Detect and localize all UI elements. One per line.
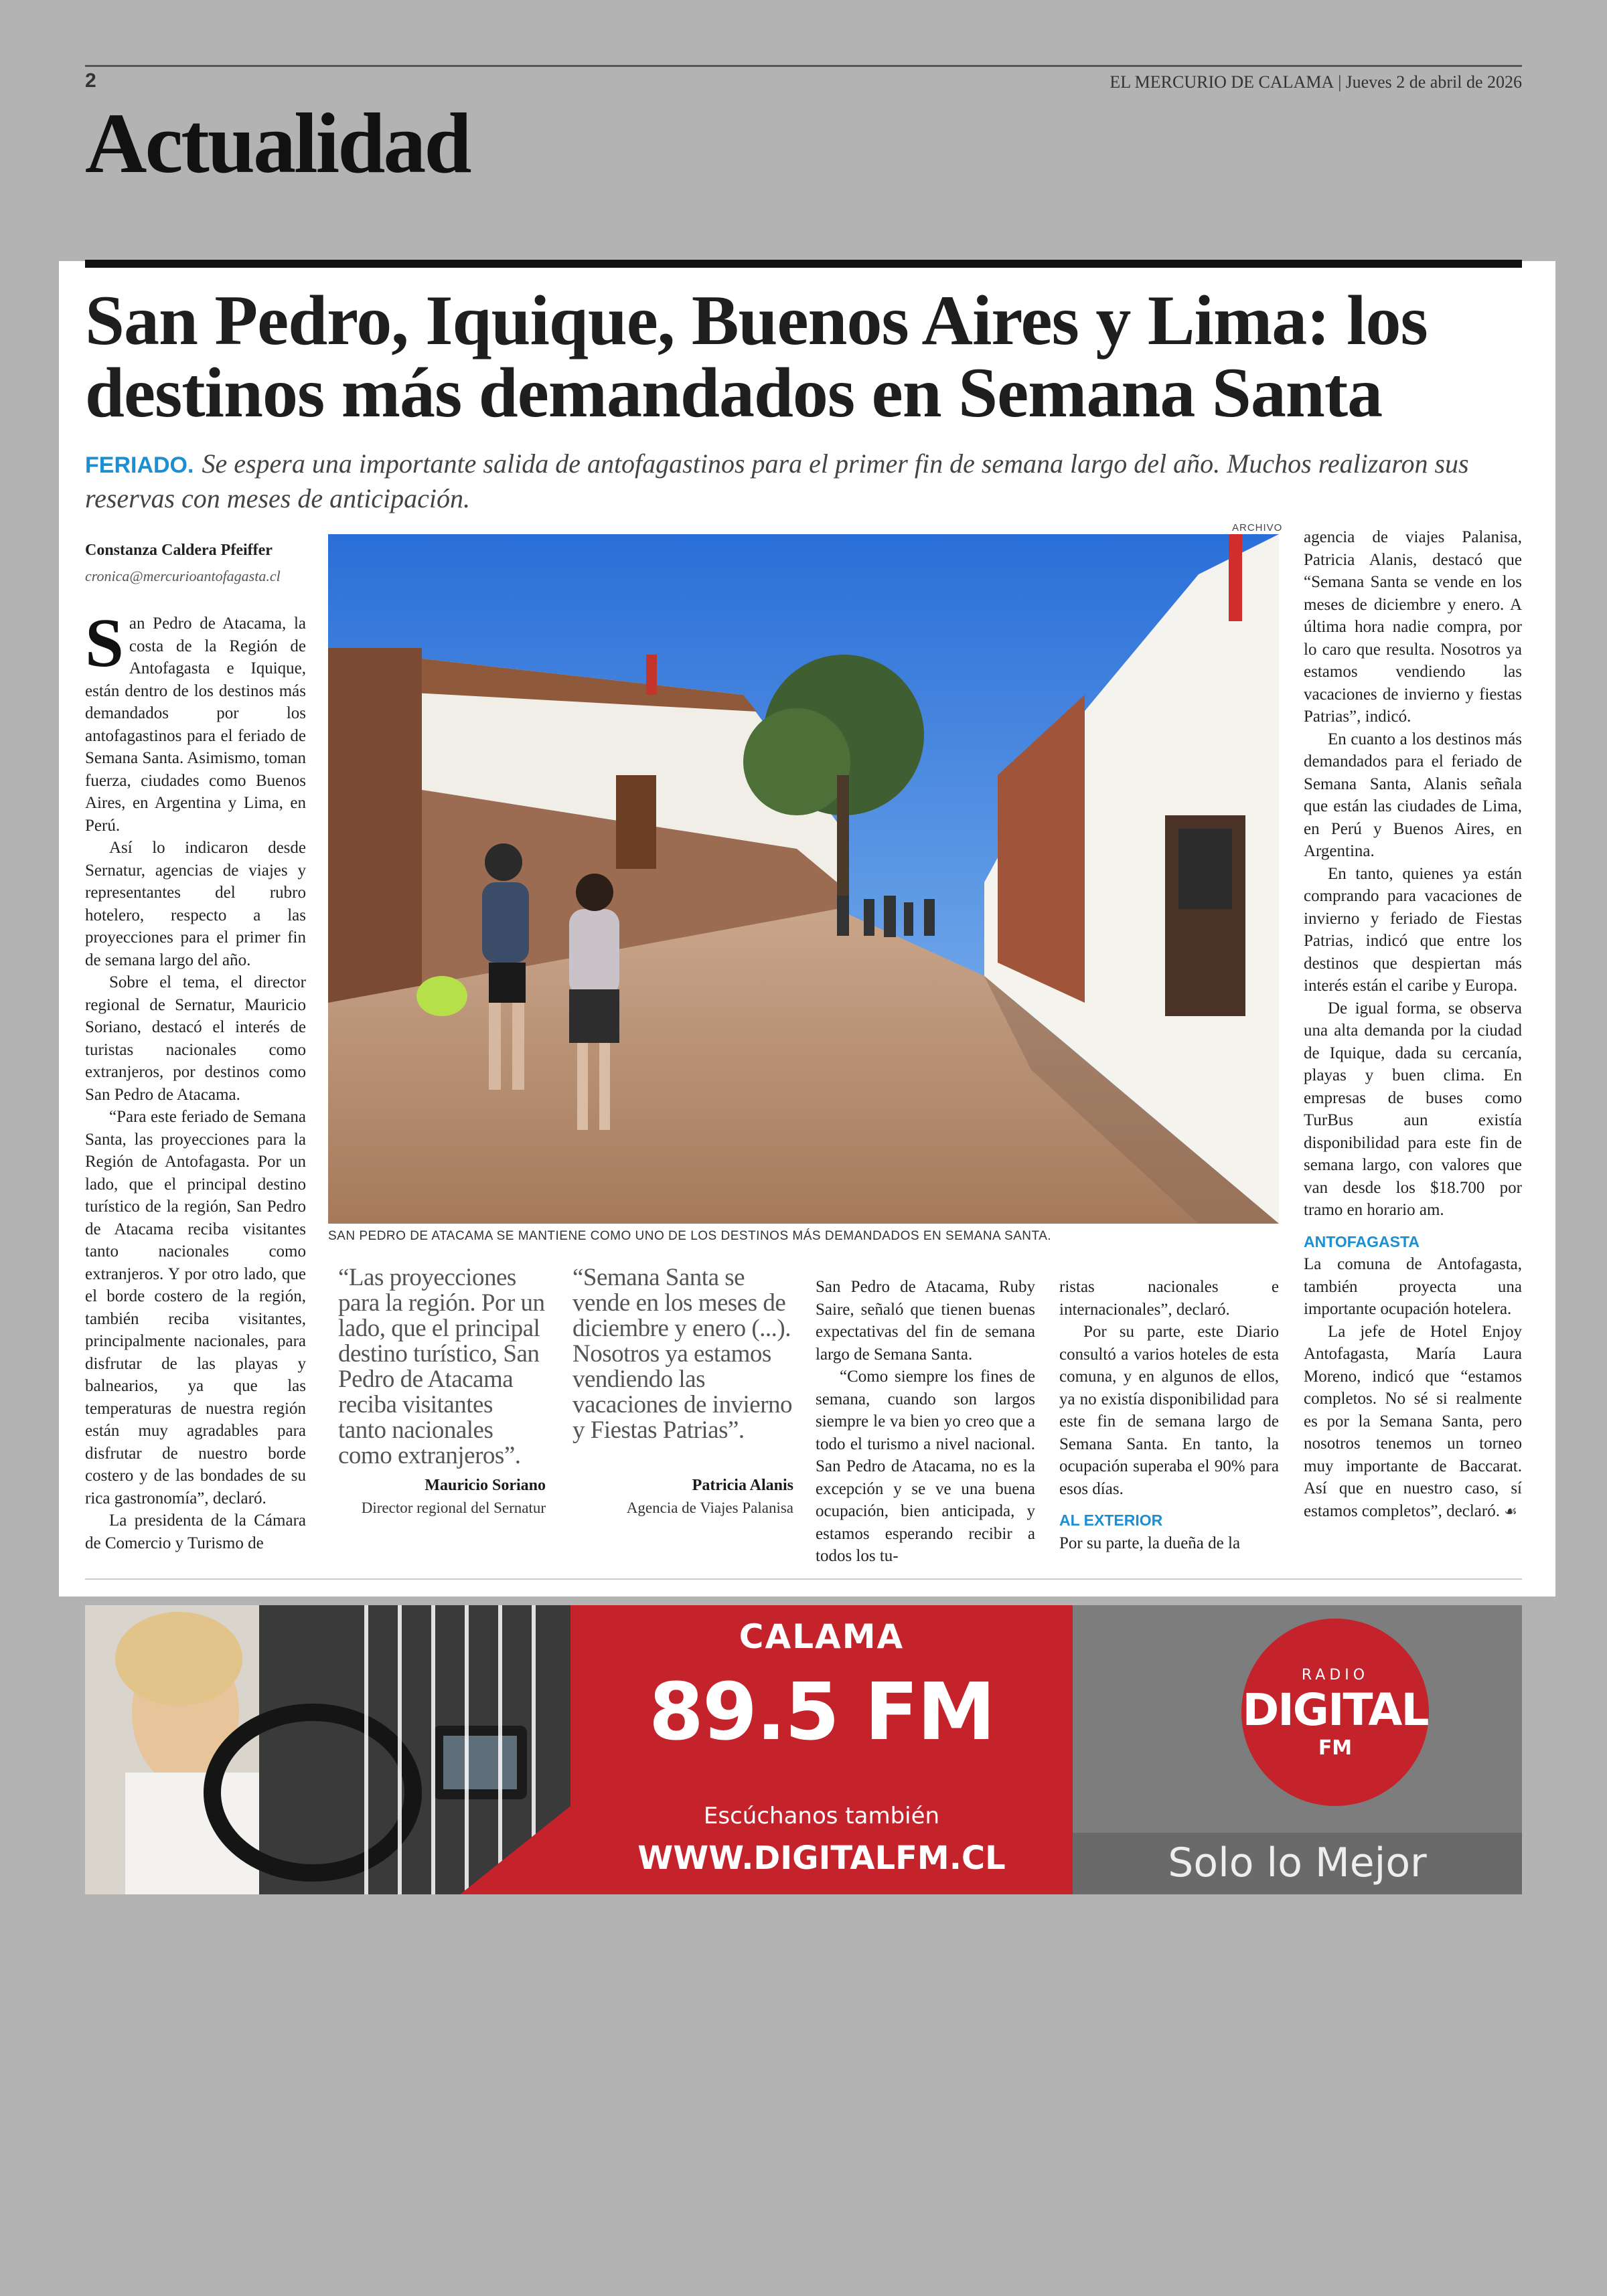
article-column-4	[816, 1276, 1035, 1568]
end-mark-icon: ☙	[1504, 1502, 1517, 1520]
street-scene-image	[328, 534, 1279, 1224]
ad-photo-driver	[85, 1605, 570, 1894]
paragraph: Por su parte, la dueña de la	[1059, 1534, 1241, 1552]
ad-logo-panel	[1073, 1605, 1522, 1894]
quote-role-1: Director regional del Sernatur	[361, 1499, 546, 1516]
logo-fm: FM	[1318, 1736, 1353, 1760]
paragraph: En tanto, quienes ya están comprando para vacaciones de invierno y feriado de Fiestas Patrias, indicó que entre los destinos que despiertan más interés están el caribe y Europa.	[1304, 864, 1522, 995]
author-name: Constanza Caldera Pfeiffer	[85, 542, 273, 559]
photo-caption: SAN PEDRO DE ATACAMA SE MANTIENE COMO UNO DE LOS DESTINOS MÁS DEMANDADOS EN SEMANA SANTA.	[328, 1229, 1052, 1243]
quote-role-2: Agencia de Viajes Palanisa	[626, 1499, 793, 1516]
article-column-5	[1059, 1276, 1279, 1554]
article-top-rule	[85, 260, 1522, 268]
paragraph: De igual forma, se observa una alta demanda por la ciudad de Iquique, dada su cercanía, playas y buen clima. En empresas de buses como TurBus aun existía disponibilidad para este fin de semana largo, con valores que van desde los $18.700 por tramo en horario am.	[1304, 999, 1522, 1219]
driver-image	[85, 1605, 570, 1894]
subhead-antofagasta: ANTOFAGASTA	[1304, 1232, 1420, 1250]
paragraph: La presidenta de la Cámara de Comercio y Turismo de	[85, 1511, 306, 1552]
ad-url-link[interactable]: WWW.DIGITALFM.CL	[637, 1839, 1006, 1877]
dateline-separator: |	[1338, 72, 1342, 92]
drop-cap: S	[85, 604, 124, 681]
article-column-6	[1304, 526, 1522, 1522]
quote-author-2: Patricia Alanis	[692, 1477, 793, 1494]
pull-quote-1: “Las proyecciones para la región. Por un lado, que el principal destino turístico, San Pedro de Atacama reciba visitantes tanto nacionales como extranjeros”.	[338, 1264, 545, 1469]
author-email: cronica@mercurioantofagasta.cl	[85, 567, 281, 584]
paragraph: Sobre el tema, el director regional de Sernatur, Mauricio Soriano, destacó el interés de turistas nacionales como extranjeros, por destinos como San Pedro de Atacama.	[85, 973, 306, 1104]
paragraph: agencia de viajes Palanisa, Patricia Alanis, destacó que “Semana Santa se vende en los meses de diciembre y enero. A última hora nadie compra, por lo caro que resulta. Nosotros ya estamos vendiendo las vacaciones de invierno y fiestas Patrias”, indicó.	[1304, 528, 1522, 726]
header-rule	[85, 65, 1522, 67]
paragraph: La comuna de Antofagasta, también proyecta una importante ocupación hotelera.	[1304, 1255, 1522, 1318]
paragraph: San Pedro de Atacama, Ruby Saire, señaló que tienen buenas expectativas del fin de semana largo de Semana Santa.	[816, 1278, 1035, 1364]
section-title: Actualidad	[85, 96, 470, 191]
ad-slogan: Solo lo Mejor	[1168, 1839, 1427, 1886]
ad-city: CALAMA	[739, 1617, 905, 1656]
article-lead	[85, 447, 1518, 515]
paragraph: an Pedro de Atacama, la costa de la Región de Antofagasta e Iquique, están dentro de los destinos más demandados por los antofagastinos para el feriado de Semana Santa. Asimismo, toman fuerza, ciudades como Buenos Aires, en Argentina y Lima, en Perú.	[85, 614, 306, 835]
paragraph: ristas nacionales e internacionales”, declaró.	[1059, 1278, 1279, 1319]
paragraph: “Como siempre los fines de semana, cuando son largos siempre le va bien yo creo que a todo el turismo a nivel nacional. San Pedro de Atacama, no es la excepción y se ve una buena ocupación, bien anticipada, y estamos esperando recibir a todos los tu-	[816, 1368, 1035, 1565]
article-column-1	[85, 540, 306, 1554]
article-bottom-rule	[85, 1578, 1522, 1580]
logo-radio-label: RADIO	[1301, 1667, 1369, 1684]
paragraph: La jefe de Hotel Enjoy Antofagasta, María Laura Moreno, indicó que “estamos completos. No sé si realmente es por la Semana Santa, pero nosotros tenemos un torneo muy importante de Baccarat. Así que en nuestro caso, sí estamos completos”, declaró.	[1304, 1322, 1522, 1520]
paragraph: Por su parte, este Diario consultó a varios hoteles de esta comuna, y en algunos de ellos, ya no existía disponibilidad para este fin de semana largo de Semana Santa. En tanto, la ocupación superaba el 90% para esos días.	[1059, 1323, 1279, 1498]
ad-frequency: 89.5 FM	[648, 1665, 995, 1758]
publication-dateline	[1109, 72, 1522, 92]
paragraph: “Para este feriado de Semana Santa, las proyecciones para la Región de Antofagasta. Por un lado, que el principal destino turístico de la región, San Pedro de Atacama reciba visitantes tanto nacionales como extranjeros. Y por otro lado, que el borde costero de la región, también reciba visitantes, principalmente nacionales, para disfrutar de las playas y balnearios, ya que las temperaturas de nuestra región están muy agradables para disfrutar de nuestro borde costero y de las bondades de su rica gastronomía”, declaró.	[85, 1108, 306, 1507]
publication-name: EL MERCURIO DE CALAMA	[1109, 72, 1334, 92]
quote-author-1: Mauricio Soriano	[425, 1477, 546, 1494]
radio-advertisement[interactable]	[85, 1605, 1522, 1894]
article-photo	[328, 534, 1279, 1224]
ad-frequency-panel	[570, 1605, 1073, 1894]
lead-text: Se espera una importante salida de antofagastinos para el primer fin de semana largo del año. Muchos realizaron sus reservas con meses de anticipación.	[85, 448, 1469, 513]
paragraph-last	[1304, 1321, 1522, 1523]
photo-credit: ARCHIVO	[1232, 522, 1283, 534]
subhead-al-exterior: AL EXTERIOR	[1059, 1511, 1163, 1529]
publication-date: Jueves 2 de abril de 2026	[1345, 72, 1522, 92]
article-headline: San Pedro, Iquique, Buenos Aires y Lima: los destinos más demandados en Semana Santa	[85, 281, 1428, 432]
paragraph: En cuanto a los destinos más demandados para el feriado de Semana Santa, Alanis señala que están las ciudades de Lima, en Perú y Buenos Aires, en Argentina.	[1304, 730, 1522, 860]
pull-quote-2: “Semana Santa se vende en los meses de diciembre y enero (...). Nosotros ya estamos vendiendo las vacaciones de invierno y Fiestas Patrias”.	[572, 1264, 793, 1444]
page-number: 2	[85, 70, 96, 92]
logo-digital: DIGITAL	[1242, 1684, 1428, 1736]
lead-kicker: FERIADO.	[85, 453, 194, 478]
ad-listen-also: Escúchanos también	[703, 1803, 940, 1829]
paragraph: Así lo indicaron desde Sernatur, agencias de viajes y representantes del rubro hotelero, respecto a las proyecciones para el primer fin de semana largo del año.	[85, 839, 306, 969]
